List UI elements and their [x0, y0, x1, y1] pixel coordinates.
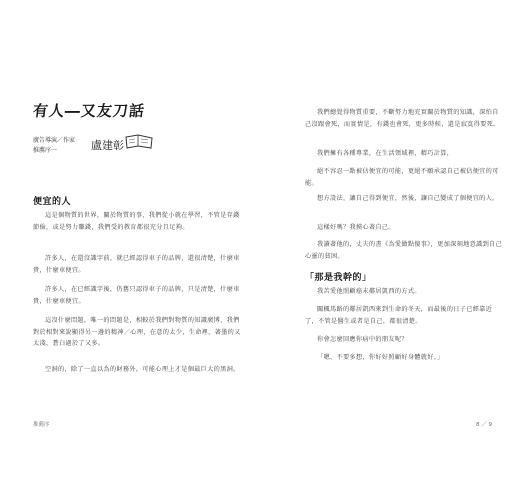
right-paragraph-7: 我苦愛他照顧癌末鄰居凱西的方式。: [317, 288, 421, 295]
handwritten-logo: 有人―又友刀話: [32, 102, 146, 120]
right-paragraph-3: 絕不容忍一點被佔便宜的可能，更絕不願承認自己被佔便宜的可能。: [305, 168, 499, 187]
right-paragraph-10: 「嗯，不要多想，你好好照顧好身體就好。」: [317, 354, 444, 361]
section-heading-that-was-me: 「那是我幹的」: [305, 273, 372, 283]
right-page: [260, 0, 520, 500]
credit-role: 廣告導演／作家: [33, 137, 76, 144]
section-heading-cheap-person: 便宜的人: [33, 197, 72, 207]
book-stamp-icon: [124, 134, 154, 150]
right-paragraph-4: 想方設法，讓自己得到便宜，然後，讓自己變成了個便宜的人。: [317, 195, 499, 202]
left-footer: 推薦序: [33, 422, 50, 428]
paragraph-3: 許多人，在已經識字後，仍舊只認得車子的品牌，只是清楚，什麼車貴，什麼車便宜。: [33, 286, 240, 305]
author-name: 盧建彰: [91, 139, 124, 152]
right-paragraph-9: 你會怎麼回應你病中的朋友呢？: [317, 336, 408, 343]
page-number: 8 ／ 9: [476, 422, 492, 428]
right-paragraph-8: 關楓馬路的鄰居凱西來到生命的冬天，而最後的日子已經靠近了，不管是醫生或者是自己，都很清楚。: [305, 306, 493, 325]
author-credit: [33, 136, 75, 156]
paragraph-2: 許多人，在還沒識字前，就已經認得車子的品牌，還很清楚，什麼車貴，什麼車便宜。: [33, 255, 240, 274]
paragraph-4: 這沒什麼問題，唯一的問題是，相較於我們對物質的知識廣博，我們對於相對來說顯得另一邊的精神／心理，在意的太少，生命裡，著墨的又太淺，蒼白過於了又多。: [33, 317, 241, 348]
right-paragraph-2: 我們擁有各種專業，在生活領域裡，精巧計算，: [317, 150, 454, 157]
right-paragraph-6: 我讀著他的，丈夫的書《為愛做點傻事》，更加深刻地意識到自己心靈的貧困。: [305, 241, 503, 260]
paragraph-5: 空洞的，除了一直以為的財務外，可能心理上才是個最巨大的黑洞。: [45, 366, 240, 373]
credit-type: 推薦序一: [33, 147, 58, 154]
right-paragraph-5: 這樣好嗎？我摸心著自己。: [317, 224, 395, 231]
paragraph-1: 這是個物質的世界，關於物質的事，我們從小就在學習，不管是存錢節儉，或是努力賺錢，我們受的教育都很充分且足夠。: [33, 212, 240, 231]
right-paragraph-1: 我們總覺得物質重要，不斷努力地充實關於物質的知識，深怕自己沒跟會死，而實情是，有錢也會死，更多時候，還是寂寞得要死。: [305, 109, 500, 128]
